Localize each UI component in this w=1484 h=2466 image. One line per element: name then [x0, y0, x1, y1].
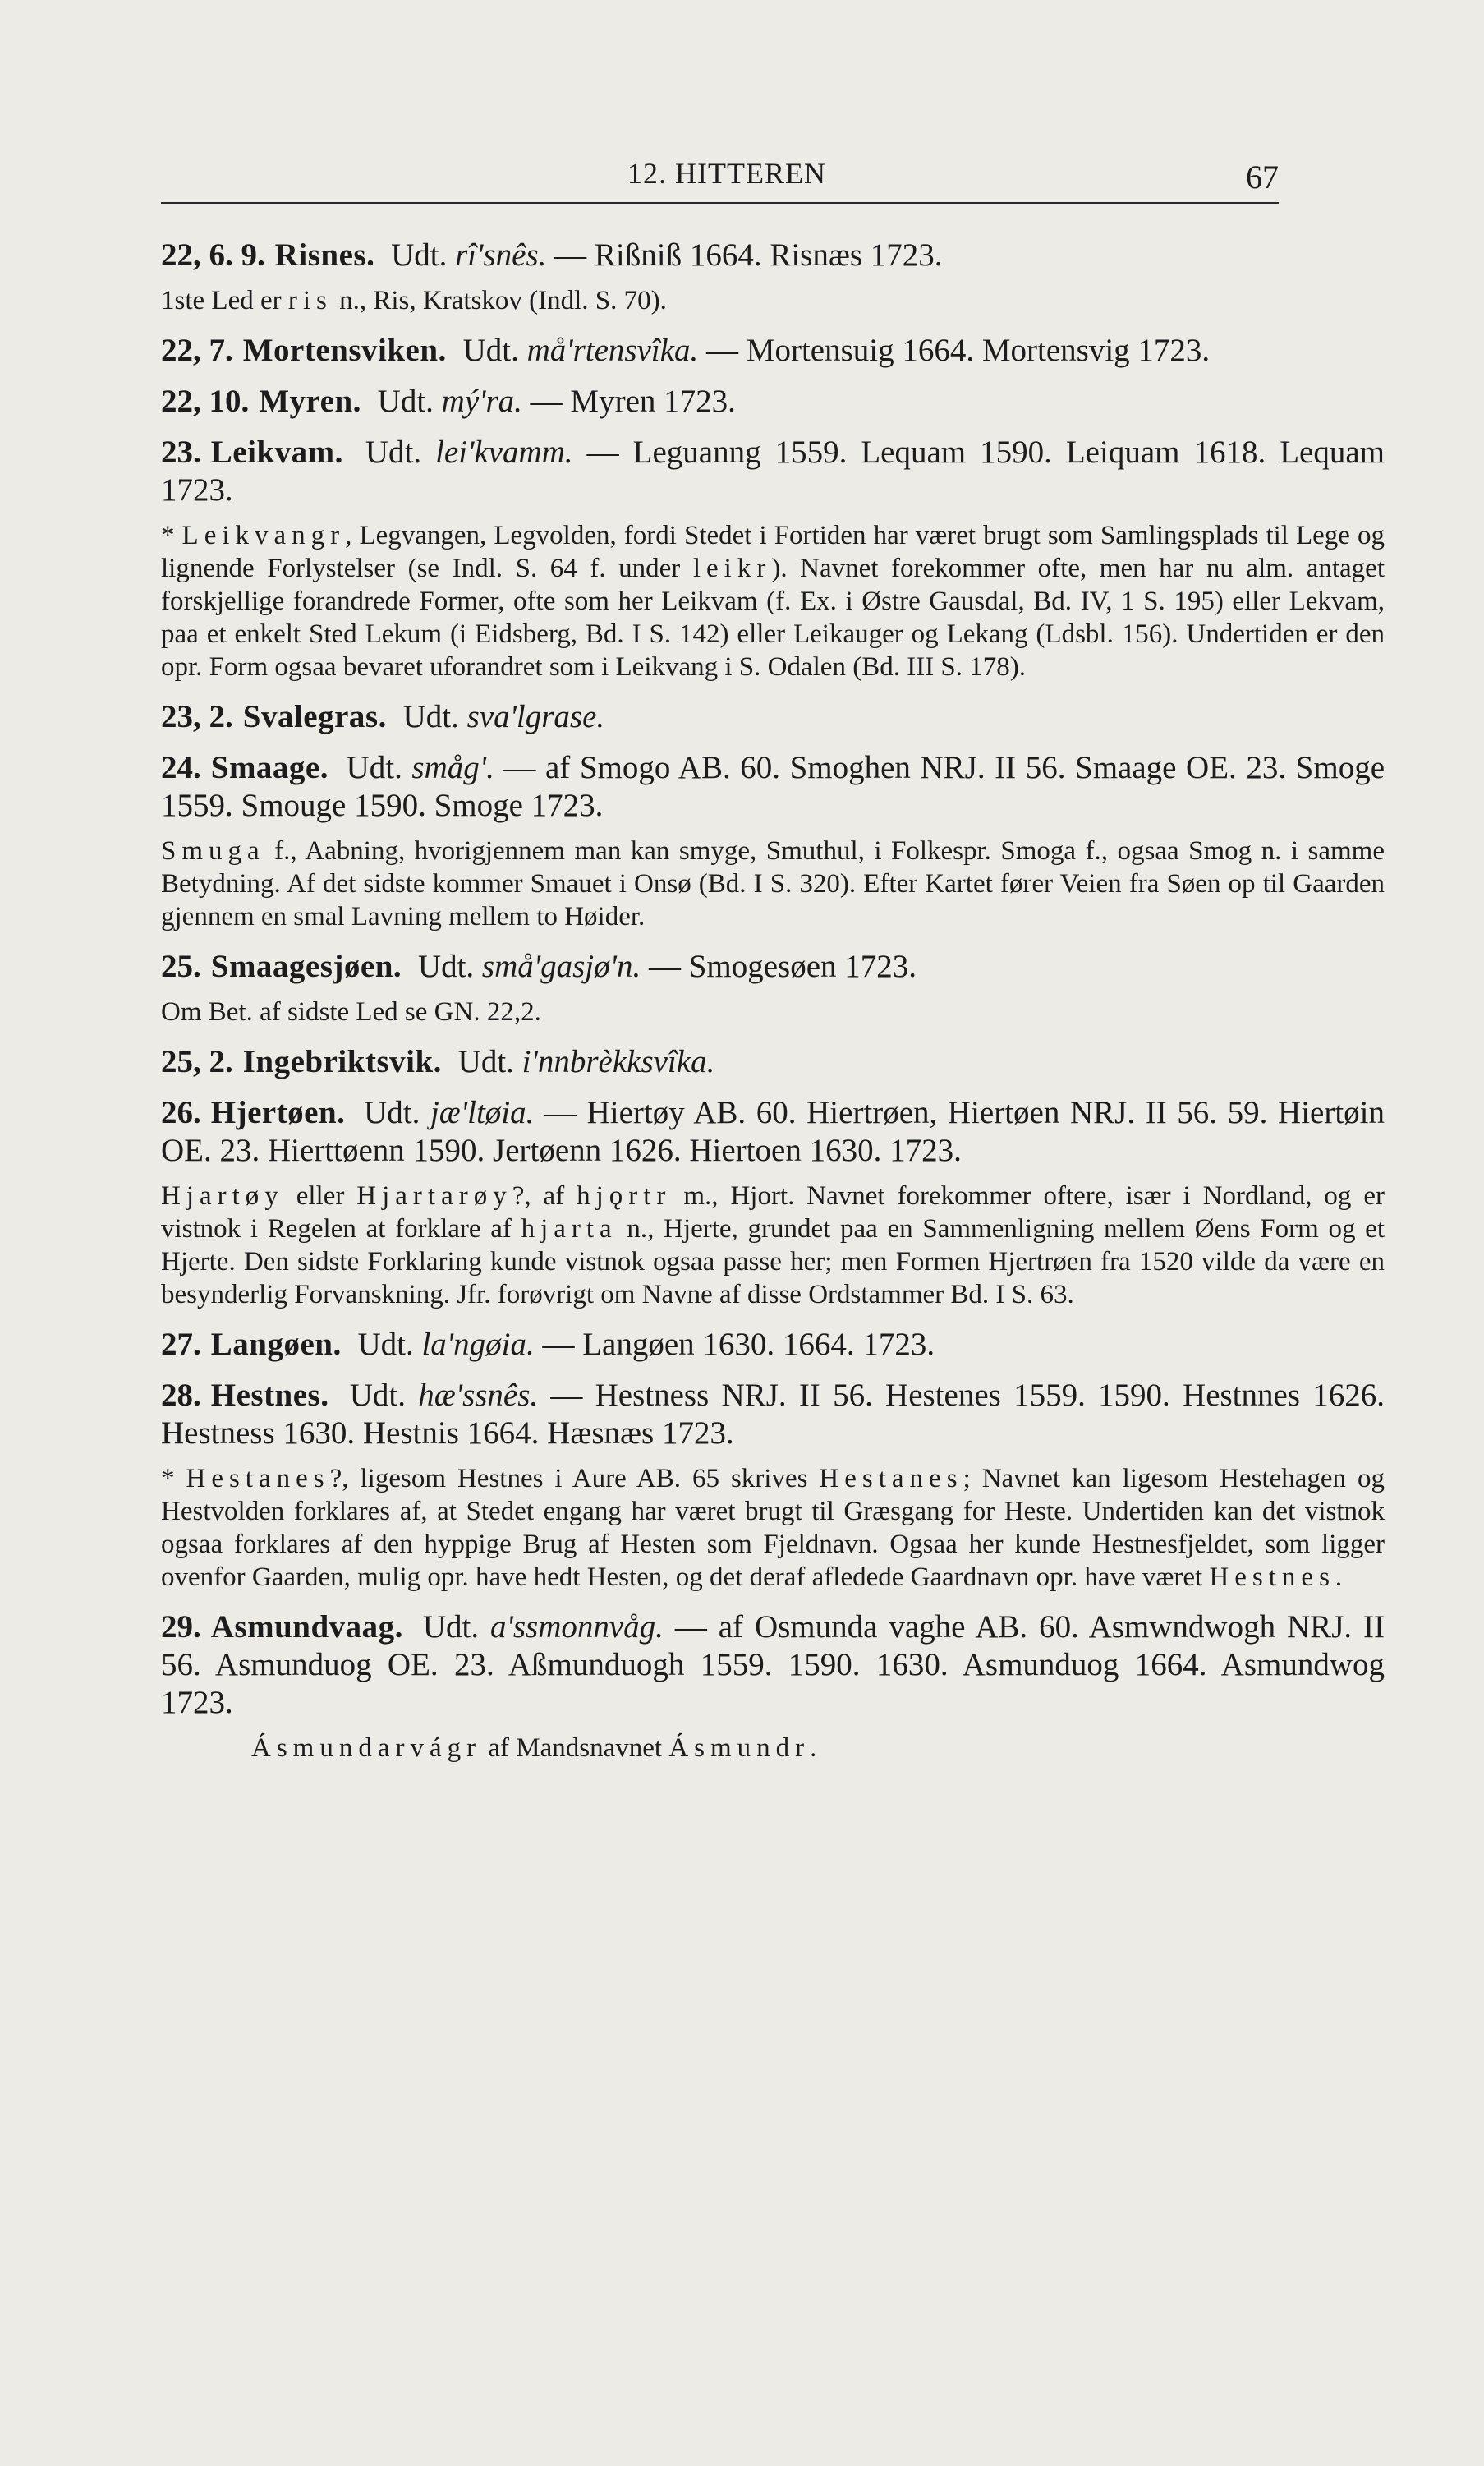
entry-name: Asmundvaag. — [210, 1609, 403, 1645]
entry-name: Hestnes. — [210, 1378, 329, 1413]
udt-label: Udt. — [402, 699, 459, 734]
entry-text: — Hestness NRJ. II 56. Hestenes 1559. 1590. Hestnnes 1626. Hestness 1630. Hestnis 1664. Hæsnæs 1723. — [161, 1378, 1385, 1451]
note-text: n., Ris, Kratskov (Indl. S. 70). — [332, 286, 667, 315]
spaced-word: hjǫrtr — [577, 1181, 672, 1211]
note-text: eller — [283, 1181, 357, 1211]
note-leikvam — [161, 519, 1385, 683]
pronunciation: små'gasjø'n. — [481, 949, 641, 984]
note-text: ; Navnet kan ligesom Hestehagen og Hestvolden forklares af, at Stedet engang har været brugt til Græsgang for Heste. Undertiden kan det vistnok ogsaa forklares af den hyppige Brug af Hesten som Fjeldnavn. Ogsaa her kunde Hestnesfjeldet, som ligger ovenfor Gaarden, mulig opr. have hedt Hesten, og det deraf afledede Gaardnavn opr. have været — [161, 1464, 1385, 1592]
spaced-word: Hjartøy — [161, 1181, 284, 1211]
udt-label: Udt. — [377, 384, 434, 419]
note-text: . — [1335, 1562, 1343, 1592]
running-title: 12. HITTEREN — [627, 157, 826, 190]
udt-label: Udt. — [391, 237, 448, 273]
note-text: 1ste Led er — [161, 286, 288, 315]
entry-name: Smaagesjøen. — [210, 949, 402, 984]
spaced-word: Ásmundr — [668, 1733, 811, 1763]
entry-risnes — [161, 237, 1385, 274]
note-hjertoen — [161, 1180, 1385, 1311]
note-asmundvaag — [161, 1732, 1385, 1764]
entry-smaagesjoen — [161, 948, 1385, 986]
udt-label: Udt. — [422, 1609, 480, 1645]
note-text: * — [161, 521, 182, 550]
spaced-word: Hestanes — [186, 1464, 330, 1493]
entry-name: Risnes. — [274, 237, 375, 273]
note-text: ?, ligesom Hestnes i Aure AB. 65 skrives — [329, 1464, 820, 1493]
entry-number: 28. — [161, 1378, 201, 1413]
entry-text: — Rißniß 1664. Risnæs 1723. — [546, 237, 943, 273]
entry-mortensviken — [161, 332, 1385, 370]
entry-text: — Mortensuig 1664. Mortensvig 1723. — [698, 333, 1211, 368]
entry-hestnes — [161, 1377, 1385, 1452]
pronunciation: la'ngøia. — [421, 1327, 535, 1362]
entry-number: 22, 7. — [161, 333, 233, 368]
entry-number: 22, 6. 9. — [161, 237, 265, 273]
note-text: ). Navnet forekommer ofte, men har nu alm. antaget forskjellige forandrede Former, ofte som her Leikvam (f. Ex. i Østre Gausdal, Bd. IV, 1 S. 195) eller Lekvam, paa et enkelt Sted Lekum (i Eidsberg, Bd. I S. 142) eller Leikauger og Lekang (Ldsbl. 156). Undertiden er den opr. Form ogsaa bevaret uforandret som i Leikvang i S. Odalen (Bd. III S. 178). — [161, 554, 1385, 682]
entry-name: Smaage. — [210, 750, 329, 785]
entry-text: — Langøen 1630. 1664. 1723. — [534, 1327, 935, 1362]
udt-label: Udt. — [364, 1095, 420, 1130]
entry-number: 27. — [161, 1327, 201, 1362]
entry-smaage — [161, 749, 1385, 825]
entry-svalegras — [161, 698, 1385, 736]
entry-text: — af Osmunda vaghe AB. 60. Asmwndwogh NRJ. II 56. Asmunduog OE. 23. Aßmunduogh 1559. 1590. 1630. Asmunduog 1664. Asmundwog 1723. — [161, 1609, 1385, 1720]
note-risnes — [161, 284, 1385, 317]
note-text: Om Bet. af sidste Led se GN. 22,2. — [161, 997, 541, 1027]
entry-name: Hjertøen. — [210, 1095, 346, 1130]
note-smaagesjoen — [161, 996, 1385, 1028]
entry-text: — Smogesøen 1723. — [641, 949, 917, 984]
entry-name: Langøen. — [210, 1327, 342, 1362]
spaced-word: Ásmundarvágr — [251, 1733, 482, 1763]
udt-label: Udt. — [349, 1378, 406, 1413]
entry-langoen — [161, 1326, 1385, 1364]
note-text: f., Aabning, hvorigjennem man kan smyge, Smuthul, i Folkespr. Smoga f., ogsaa Smog n. i samme Betydning. Af det sidste kommer Smauet i Onsø (Bd. I S. 320). Efter Kartet fører Veien fra Søen op til Gaarden gjennem en smal Lavning mellem to Høider. — [161, 836, 1385, 932]
entry-number: 22, 10. — [161, 384, 250, 419]
pronunciation: jæ'ltøia. — [430, 1095, 535, 1130]
udt-label: Udt. — [365, 435, 422, 470]
entry-text: — Leguanng 1559. Lequam 1590. Leiquam 1618. Lequam 1723. — [161, 435, 1385, 508]
entry-text: — Hiertøy AB. 60. Hiertrøen, Hiertøen NRJ. II 56. 59. Hiertøin OE. 23. Hierttøenn 1590. Jertøenn 1626. Hiertoen 1630. 1723. — [161, 1095, 1385, 1168]
entry-number: 29. — [161, 1609, 201, 1645]
pronunciation: småg'. — [411, 750, 494, 785]
spaced-word: leikr — [692, 554, 772, 583]
udt-label: Udt. — [346, 750, 402, 785]
note-text: . — [810, 1733, 817, 1763]
note-text: ?, af — [512, 1181, 577, 1211]
note-smaage — [161, 835, 1385, 933]
pronunciation: sva'lgrase. — [466, 699, 605, 734]
page-number: 67 — [1246, 159, 1279, 196]
note-hestnes — [161, 1462, 1385, 1594]
note-text: * — [161, 1464, 186, 1493]
entry-number: 24. — [161, 750, 201, 785]
spaced-word: ris — [287, 286, 333, 315]
entry-name: Svalegras. — [242, 699, 387, 734]
note-text: n., Hjerte, grundet paa en Sammenligning mellem Øens Form og et Hjerte. Den sidste Forklaring kunde vistnok ogsaa passe her; men Formen Hjertrøen fra 1520 vilde da være en besynderlig Forvanskning. Jfr. forøvrigt om Navne af disse Ordstammer Bd. I S. 63. — [161, 1214, 1385, 1309]
entry-leikvam — [161, 434, 1385, 509]
pronunciation: mý'ra. — [441, 384, 522, 419]
entry-asmundvaag — [161, 1608, 1385, 1722]
note-text: , Legvangen, Legvolden, fordi Stedet i Fortiden har været brugt som Samlingsplads til Lege og lignende Forlystelser (se Indl. S. 64 f. under — [161, 521, 1385, 583]
page-content — [161, 237, 1385, 1764]
entry-myren — [161, 383, 1385, 421]
pronunciation: i'nnbrèkksvîka. — [521, 1044, 715, 1079]
pronunciation: lei'kvamm. — [435, 435, 573, 470]
entry-number: 26. — [161, 1095, 201, 1130]
pronunciation: må'rtensvîka. — [526, 333, 699, 368]
pronunciation: hæ'ssnês. — [418, 1378, 539, 1413]
entry-text: — Myren 1723. — [521, 384, 736, 419]
entry-number: 25, 2. — [161, 1044, 233, 1079]
pronunciation: rî'snês. — [455, 237, 547, 273]
note-text: af Mandsnavnet — [481, 1733, 669, 1763]
udt-label: Udt. — [462, 333, 519, 368]
entry-hjertoen — [161, 1094, 1385, 1170]
udt-label: Udt. — [457, 1044, 514, 1079]
entry-name: Leikvam. — [210, 435, 343, 470]
spaced-word: hjarta — [521, 1214, 618, 1244]
spaced-word: Smuga — [161, 836, 265, 866]
entry-name: Mortensviken. — [242, 333, 447, 368]
udt-label: Udt. — [417, 949, 475, 984]
entry-name: Ingebriktsvik. — [242, 1044, 442, 1079]
udt-label: Udt. — [357, 1327, 414, 1362]
entry-number: 23. — [161, 435, 201, 470]
page-header — [161, 156, 1279, 204]
spaced-word: Hjartarøy — [356, 1181, 512, 1211]
entry-number: 25. — [161, 949, 201, 984]
note-text: m., Hjort. Navnet forekommer oftere, især i Nordland, og er vistnok i Regelen at forklare af — [161, 1181, 1385, 1244]
entry-name: Myren. — [259, 384, 361, 419]
entry-number: 23, 2. — [161, 699, 233, 734]
spaced-word: Hestnes — [1209, 1562, 1335, 1592]
entry-text: — af Smogo AB. 60. Smoghen NRJ. II 56. Smaage OE. 23. Smoge 1559. Smouge 1590. Smoge 1723. — [161, 750, 1385, 823]
pronunciation: a'ssmonnvåg. — [490, 1609, 664, 1645]
spaced-word: Hestanes — [819, 1464, 963, 1493]
entry-ingebriktsvik — [161, 1043, 1385, 1081]
spaced-word: Leikvangr — [181, 521, 346, 550]
